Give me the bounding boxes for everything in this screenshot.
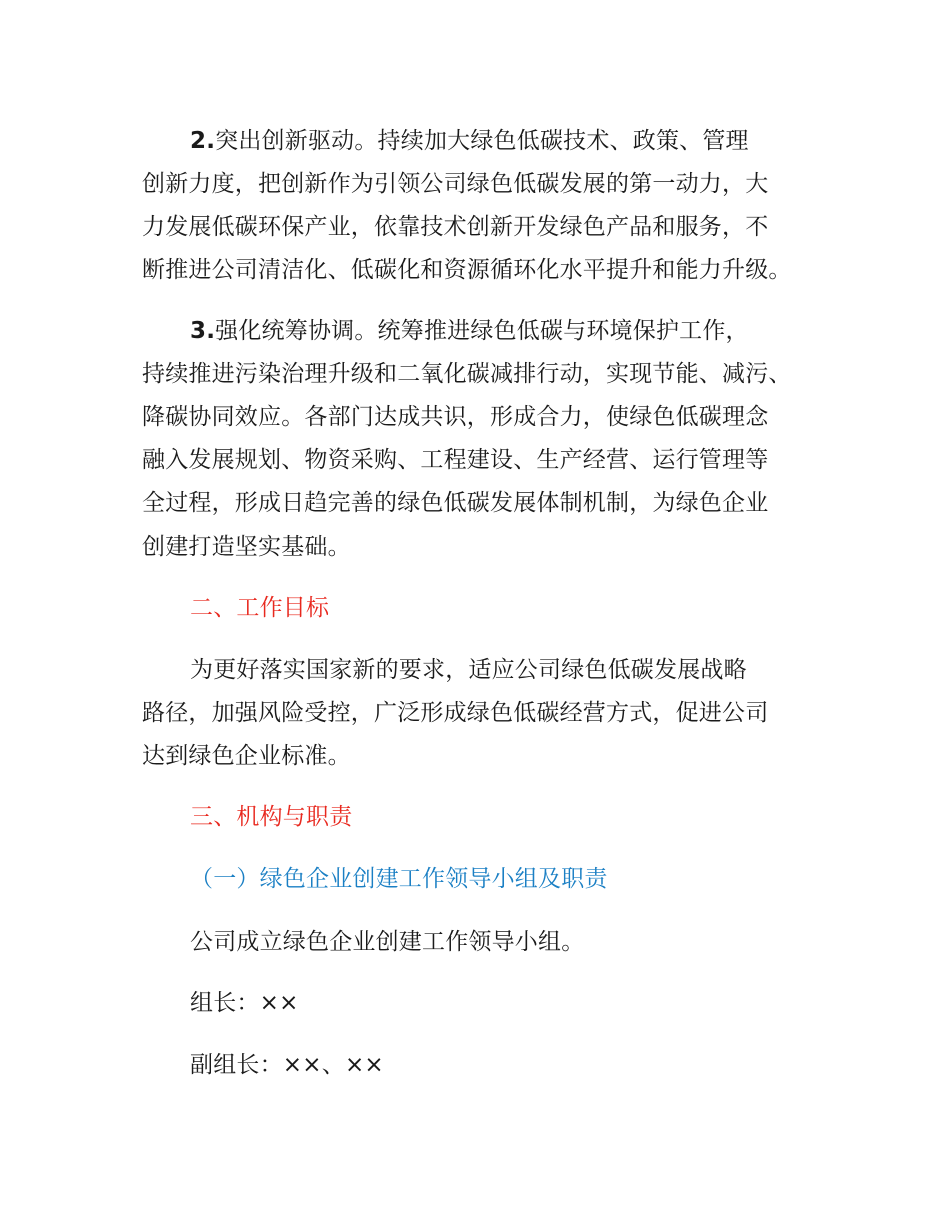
- paragraph-line: 全过程，形成日趋完善的绿色低碳发展体制机制，为绿色企业: [142, 490, 769, 516]
- paragraph-line: 达到绿色企业标准。: [142, 743, 351, 769]
- paragraph-line: [190, 126, 749, 156]
- paragraph-line: 持续推进污染治理升级和二氧化碳减排行动，实现节能、减污、: [142, 361, 792, 387]
- deputy-leader-line: 副组长：××、××: [190, 1052, 384, 1078]
- item-number: 2.: [190, 128, 216, 154]
- section-heading: 二、工作目标: [190, 595, 330, 621]
- section-heading: 三、机构与职责: [190, 804, 353, 830]
- paragraph-line: 降碳协同效应。各部门达成共识，形成合力，使绿色低碳理念: [142, 404, 769, 430]
- paragraph-text: 突出创新驱动。持续加大绿色低碳技术、政策、管理: [215, 128, 749, 154]
- paragraph-line: 公司成立绿色企业创建工作领导小组。: [190, 929, 585, 955]
- leader-line: 组长：××: [190, 990, 299, 1016]
- paragraph-line: [190, 316, 749, 346]
- item-number: 3.: [190, 318, 216, 344]
- subsection-heading: （一）绿色企业创建工作领导小组及职责: [190, 866, 608, 892]
- paragraph-line: 路径，加强风险受控，广泛形成绿色低碳经营方式，促进公司: [142, 700, 769, 726]
- paragraph-line: 断推进公司清洁化、低碳化和资源循环化水平提升和能力升级。: [142, 257, 792, 283]
- paragraph-line: 为更好落实国家新的要求，适应公司绿色低碳发展战略: [190, 657, 747, 683]
- paragraph-line: 创建打造坚实基础。: [142, 534, 351, 560]
- paragraph-text: 强化统筹协调。统筹推进绿色低碳与环境保护工作，: [215, 318, 749, 344]
- paragraph-line: 融入发展规划、物资采购、工程建设、生产经营、运行管理等: [142, 447, 769, 473]
- paragraph-line: 创新力度，把创新作为引领公司绿色低碳发展的第一动力，大: [142, 171, 769, 197]
- paragraph-line: 力发展低碳环保产业，依靠技术创新开发绿色产品和服务，不: [142, 214, 769, 240]
